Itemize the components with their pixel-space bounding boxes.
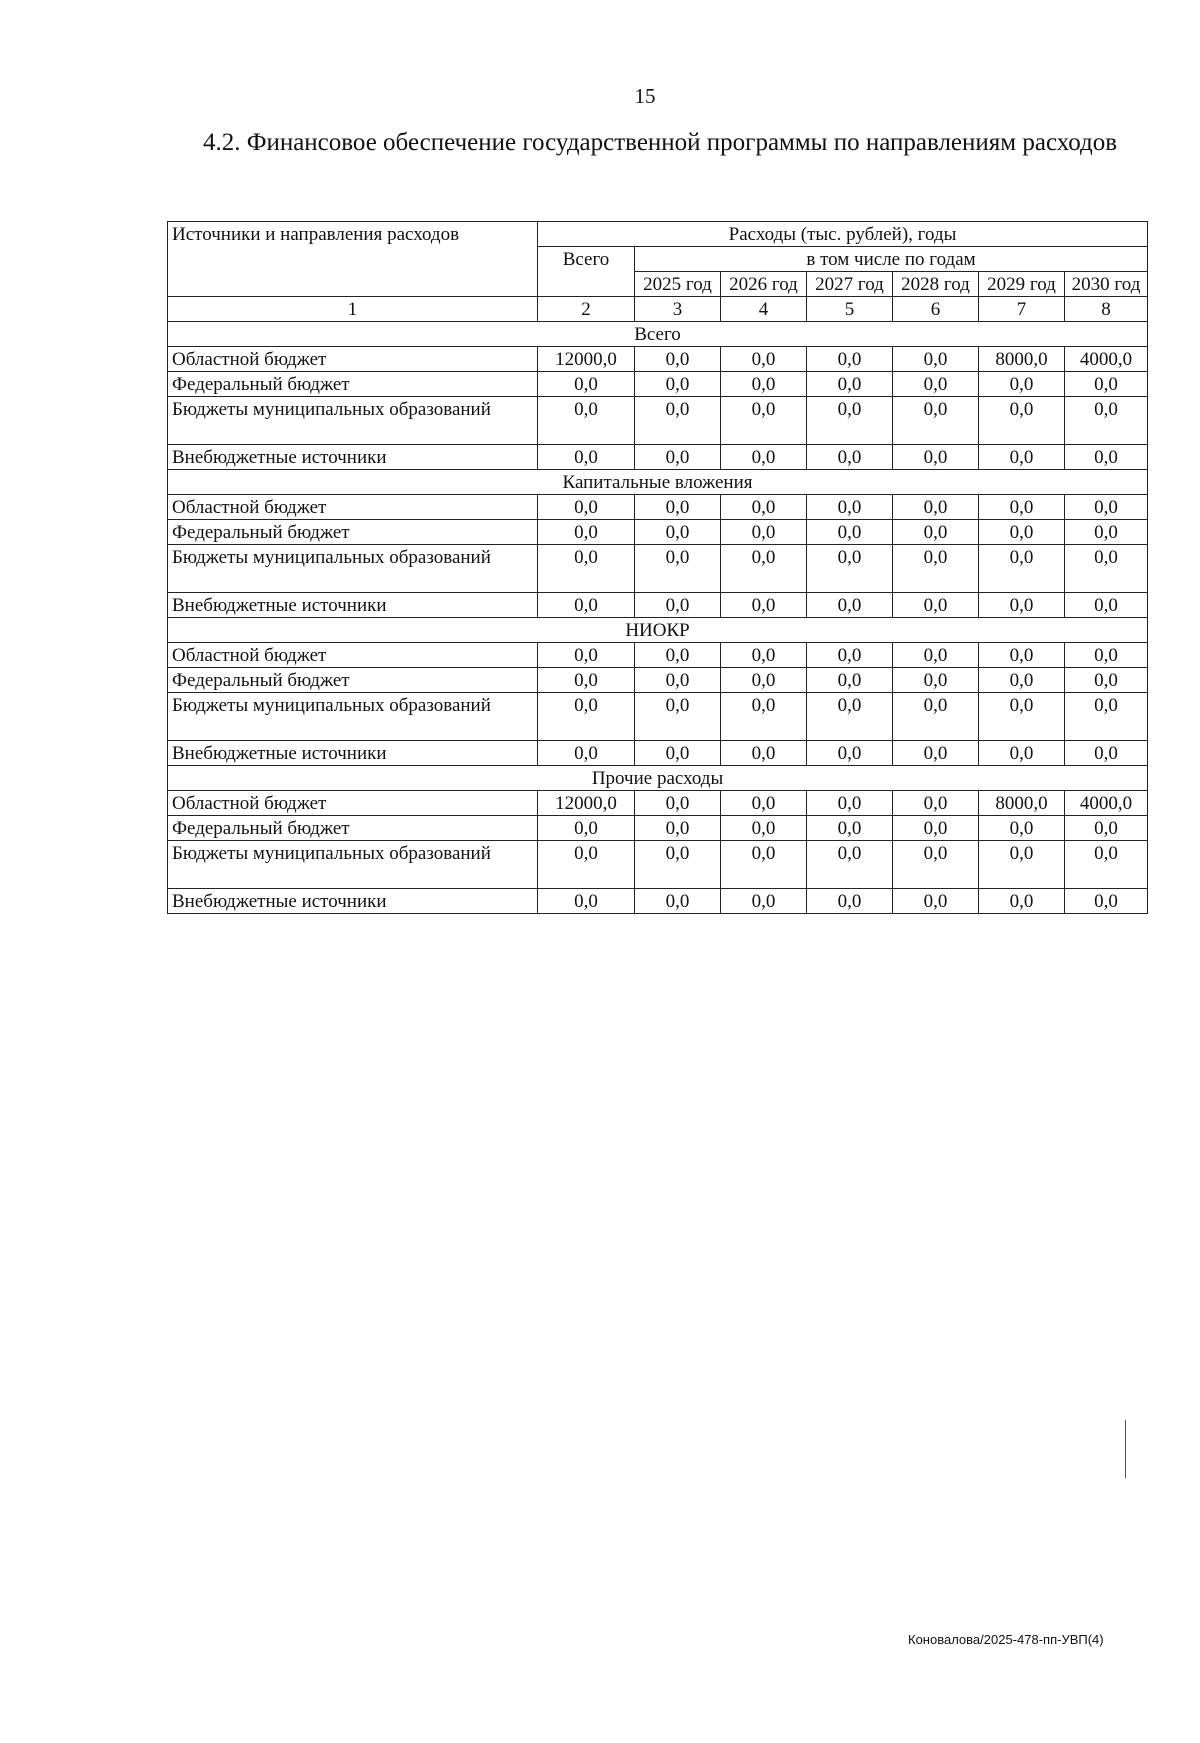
page-number: 15	[634, 84, 656, 108]
value-cell: 0,0	[721, 372, 807, 397]
financing-table	[167, 221, 1148, 914]
value-cell: 0,0	[807, 791, 893, 816]
header-year: 2026 год	[721, 272, 807, 297]
value-cell: 0,0	[538, 816, 635, 841]
table-row	[168, 347, 1148, 372]
value-cell: 0,0	[538, 593, 635, 618]
value-cell: 0,0	[979, 693, 1065, 741]
value-cell: 0,0	[979, 397, 1065, 445]
value-cell: 0,0	[1065, 495, 1148, 520]
value-cell: 0,0	[979, 889, 1065, 914]
value-cell: 0,0	[635, 816, 721, 841]
value-cell: 0,0	[538, 841, 635, 889]
value-cell: 0,0	[807, 668, 893, 693]
value-cell: 0,0	[721, 445, 807, 470]
row-label: Федеральный бюджет	[168, 668, 538, 693]
table-row	[168, 741, 1148, 766]
value-cell: 0,0	[893, 520, 979, 545]
row-label: Федеральный бюджет	[168, 372, 538, 397]
section-title: Капитальные вложения	[168, 470, 1148, 495]
header-row-1	[168, 222, 1148, 247]
value-cell: 0,0	[538, 445, 635, 470]
value-cell: 12000,0	[538, 791, 635, 816]
table-row	[168, 372, 1148, 397]
value-cell: 0,0	[721, 791, 807, 816]
value-cell: 4000,0	[1065, 347, 1148, 372]
header-sources: Источники и направления расходов	[168, 222, 538, 297]
header-by-years: в том числе по годам	[635, 247, 1148, 272]
section-title: НИОКР	[168, 618, 1148, 643]
value-cell: 0,0	[635, 741, 721, 766]
value-cell: 0,0	[1065, 593, 1148, 618]
value-cell: 0,0	[1065, 741, 1148, 766]
value-cell: 0,0	[721, 668, 807, 693]
value-cell: 0,0	[979, 816, 1065, 841]
value-cell: 0,0	[721, 495, 807, 520]
header-total: Всего	[538, 247, 635, 297]
table-row	[168, 841, 1148, 889]
value-cell: 0,0	[979, 495, 1065, 520]
value-cell: 0,0	[893, 495, 979, 520]
value-cell: 0,0	[893, 889, 979, 914]
column-number: 4	[721, 297, 807, 322]
row-label: Федеральный бюджет	[168, 520, 538, 545]
column-number: 8	[1065, 297, 1148, 322]
table-row	[168, 693, 1148, 741]
value-cell: 0,0	[635, 520, 721, 545]
value-cell: 0,0	[1065, 445, 1148, 470]
value-cell: 0,0	[893, 816, 979, 841]
value-cell: 0,0	[635, 593, 721, 618]
value-cell: 0,0	[893, 643, 979, 668]
page-title: 4.2. Финансовое обеспечение государственной программы по направлениям расходов	[202, 129, 1118, 156]
value-cell: 0,0	[1065, 520, 1148, 545]
value-cell: 0,0	[635, 693, 721, 741]
value-cell: 0,0	[807, 545, 893, 593]
value-cell: 0,0	[979, 668, 1065, 693]
value-cell: 0,0	[1065, 668, 1148, 693]
value-cell: 0,0	[635, 397, 721, 445]
value-cell: 0,0	[807, 397, 893, 445]
row-label: Областной бюджет	[168, 643, 538, 668]
value-cell: 0,0	[538, 520, 635, 545]
value-cell: 0,0	[1065, 889, 1148, 914]
value-cell: 0,0	[979, 741, 1065, 766]
row-label: Областной бюджет	[168, 791, 538, 816]
row-label: Внебюджетные источники	[168, 593, 538, 618]
margin-mark	[1125, 1420, 1126, 1478]
value-cell: 0,0	[1065, 643, 1148, 668]
value-cell: 0,0	[807, 347, 893, 372]
header-year: 2029 год	[979, 272, 1065, 297]
value-cell: 0,0	[538, 643, 635, 668]
value-cell: 0,0	[807, 643, 893, 668]
column-number: 2	[538, 297, 635, 322]
column-number: 3	[635, 297, 721, 322]
header-year: 2030 год	[1065, 272, 1148, 297]
column-number: 5	[807, 297, 893, 322]
value-cell: 0,0	[721, 841, 807, 889]
value-cell: 0,0	[893, 693, 979, 741]
value-cell: 0,0	[979, 841, 1065, 889]
value-cell: 0,0	[721, 347, 807, 372]
row-label: Бюджеты муниципальных образований	[168, 397, 538, 445]
value-cell: 0,0	[635, 889, 721, 914]
value-cell: 0,0	[893, 372, 979, 397]
value-cell: 0,0	[635, 445, 721, 470]
value-cell: 0,0	[635, 791, 721, 816]
table-row	[168, 520, 1148, 545]
value-cell: 0,0	[538, 495, 635, 520]
row-label: Внебюджетные источники	[168, 889, 538, 914]
value-cell: 0,0	[538, 741, 635, 766]
section-title: Прочие расходы	[168, 766, 1148, 791]
value-cell: 0,0	[807, 495, 893, 520]
value-cell: 0,0	[979, 593, 1065, 618]
table-row	[168, 643, 1148, 668]
table-row	[168, 545, 1148, 593]
column-number-row	[168, 297, 1148, 322]
document-reference: Коновалова/2025-478-пп-УВП(4)	[908, 1632, 1104, 1647]
header-year: 2028 год	[893, 272, 979, 297]
value-cell: 0,0	[893, 445, 979, 470]
value-cell: 0,0	[635, 643, 721, 668]
value-cell: 0,0	[721, 741, 807, 766]
value-cell: 0,0	[979, 445, 1065, 470]
value-cell: 0,0	[635, 841, 721, 889]
value-cell: 12000,0	[538, 347, 635, 372]
header-year: 2025 год	[635, 272, 721, 297]
value-cell: 0,0	[807, 816, 893, 841]
row-label: Областной бюджет	[168, 495, 538, 520]
value-cell: 0,0	[721, 545, 807, 593]
value-cell: 0,0	[893, 347, 979, 372]
value-cell: 0,0	[807, 693, 893, 741]
value-cell: 0,0	[1065, 693, 1148, 741]
row-label: Внебюджетные источники	[168, 741, 538, 766]
value-cell: 0,0	[538, 889, 635, 914]
table-row	[168, 668, 1148, 693]
value-cell: 0,0	[538, 693, 635, 741]
value-cell: 0,0	[893, 545, 979, 593]
value-cell: 0,0	[721, 397, 807, 445]
section-row	[168, 470, 1148, 495]
value-cell: 0,0	[807, 372, 893, 397]
value-cell: 0,0	[1065, 372, 1148, 397]
value-cell: 0,0	[807, 520, 893, 545]
value-cell: 0,0	[893, 397, 979, 445]
value-cell: 0,0	[721, 889, 807, 914]
value-cell: 8000,0	[979, 347, 1065, 372]
value-cell: 0,0	[893, 741, 979, 766]
value-cell: 0,0	[893, 791, 979, 816]
table-row	[168, 445, 1148, 470]
value-cell: 0,0	[721, 643, 807, 668]
header-year: 2027 год	[807, 272, 893, 297]
value-cell: 0,0	[979, 372, 1065, 397]
value-cell: 0,0	[721, 520, 807, 545]
value-cell: 4000,0	[1065, 791, 1148, 816]
value-cell: 0,0	[893, 841, 979, 889]
row-label: Внебюджетные источники	[168, 445, 538, 470]
value-cell: 8000,0	[979, 791, 1065, 816]
value-cell: 0,0	[807, 593, 893, 618]
value-cell: 0,0	[807, 889, 893, 914]
value-cell: 0,0	[635, 545, 721, 593]
value-cell: 0,0	[807, 445, 893, 470]
table-row	[168, 495, 1148, 520]
row-label: Областной бюджет	[168, 347, 538, 372]
table-row	[168, 791, 1148, 816]
value-cell: 0,0	[721, 693, 807, 741]
value-cell: 0,0	[893, 593, 979, 618]
header-expenses: Расходы (тыс. рублей), годы	[538, 222, 1148, 247]
row-label: Бюджеты муниципальных образований	[168, 693, 538, 741]
value-cell: 0,0	[1065, 397, 1148, 445]
value-cell: 0,0	[721, 816, 807, 841]
value-cell: 0,0	[893, 668, 979, 693]
table-row	[168, 889, 1148, 914]
value-cell: 0,0	[635, 495, 721, 520]
value-cell: 0,0	[979, 520, 1065, 545]
value-cell: 0,0	[1065, 545, 1148, 593]
value-cell: 0,0	[538, 372, 635, 397]
row-label: Федеральный бюджет	[168, 816, 538, 841]
section-title: Всего	[168, 322, 1148, 347]
value-cell: 0,0	[979, 643, 1065, 668]
table-row	[168, 397, 1148, 445]
value-cell: 0,0	[635, 668, 721, 693]
row-label: Бюджеты муниципальных образований	[168, 841, 538, 889]
section-row	[168, 766, 1148, 791]
value-cell: 0,0	[807, 841, 893, 889]
column-number: 6	[893, 297, 979, 322]
value-cell: 0,0	[1065, 816, 1148, 841]
section-row	[168, 322, 1148, 347]
value-cell: 0,0	[635, 372, 721, 397]
column-number: 7	[979, 297, 1065, 322]
value-cell: 0,0	[538, 397, 635, 445]
row-label: Бюджеты муниципальных образований	[168, 545, 538, 593]
value-cell: 0,0	[538, 668, 635, 693]
value-cell: 0,0	[807, 741, 893, 766]
value-cell: 0,0	[1065, 841, 1148, 889]
column-number: 1	[168, 297, 538, 322]
value-cell: 0,0	[721, 593, 807, 618]
table-row	[168, 816, 1148, 841]
value-cell: 0,0	[635, 347, 721, 372]
section-row	[168, 618, 1148, 643]
value-cell: 0,0	[538, 545, 635, 593]
table-row	[168, 593, 1148, 618]
value-cell: 0,0	[979, 545, 1065, 593]
